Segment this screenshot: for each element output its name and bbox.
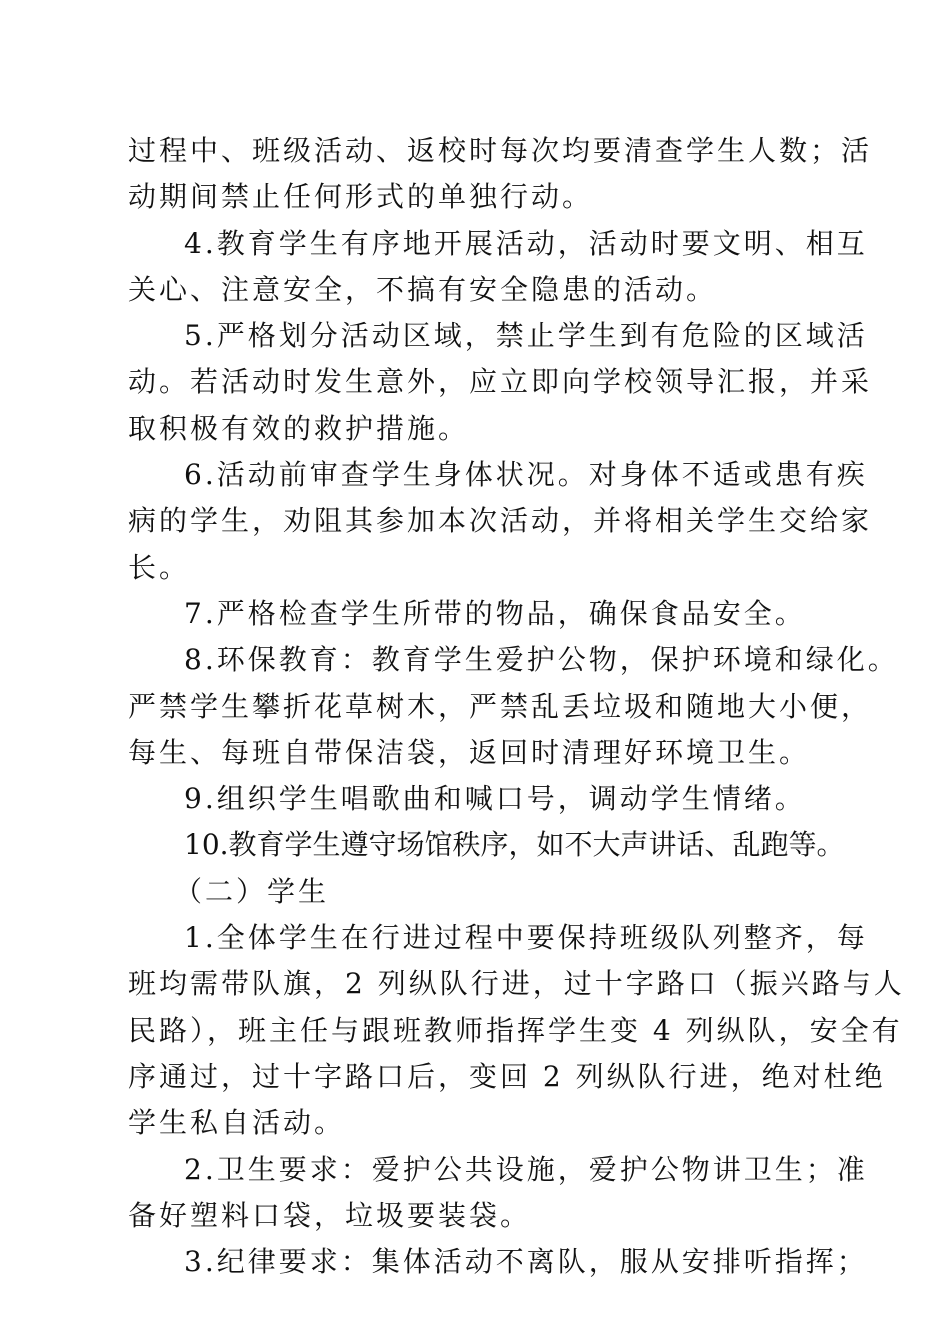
item-6-line: 6.活动前审查学生身体状况。对身体不适或患有疾 <box>184 458 868 492</box>
text-line: 班均需带队旗，2 列纵队行进，过十字路口（振兴路与人 <box>128 967 905 1001</box>
text-line: 动。若活动时发生意外，应立即向学校领导汇报，并采 <box>128 365 873 399</box>
item-10-line: 10.教育学生遵守场馆秩序，如不大声讲话、乱跑等。 <box>184 828 845 862</box>
item-2-line: 2.卫生要求：爱护公共设施，爱护公物讲卫生；准 <box>184 1152 868 1186</box>
text-line: 关心、注意安全，不搞有安全隐患的活动。 <box>128 272 718 306</box>
text-line: 过程中、班级活动、返校时每次均要清查学生人数；活 <box>128 134 873 167</box>
text-line: 动期间禁止任何形式的单独行动。 <box>128 180 594 214</box>
item-8-line: 8.环保教育：教育学生爱护公物，保护环境和绿化。 <box>184 643 899 677</box>
item-5-line: 5.严格划分活动区域，禁止学生到有危险的区域活 <box>184 319 868 353</box>
text-line: 严禁学生攀折花草树木，严禁乱丢垃圾和随地大小便， <box>128 689 873 723</box>
text-line: 序通过，过十字路口后，变回 2 列纵队行进，绝对杜绝 <box>128 1059 886 1093</box>
item-3-line: 3.纪律要求：集体活动不离队，服从安排听指挥； <box>184 1245 868 1279</box>
text-line: 取积极有效的救护措施。 <box>128 411 470 445</box>
text-line: 民路），班主任与跟班教师指挥学生变 4 列纵队，安全有 <box>128 1013 903 1047</box>
text-line: 备好塑料口袋，垃圾要装袋。 <box>128 1198 532 1232</box>
text-line: 学生私自活动。 <box>128 1106 346 1140</box>
item-4-line: 4.教育学生有序地开展活动，活动时要文明、相互 <box>184 226 868 260</box>
item-9-line: 9.组织学生唱歌曲和喊口号，调动学生情绪。 <box>184 782 806 816</box>
item-7-line: 7.严格检查学生所带的物品，确保食品安全。 <box>184 596 806 630</box>
text-line: 长。 <box>128 550 191 584</box>
text-line: 病的学生，劝阻其参加本次活动，并将相关学生交给家 <box>128 504 873 538</box>
item-1-line: 1.全体学生在行进过程中要保持班级队列整齐，每 <box>184 921 868 955</box>
document-body <box>128 128 905 1285</box>
text-line: 每生、每班自带保洁袋，返回时清理好环境卫生。 <box>128 735 811 769</box>
section-heading-students: （二）学生 <box>174 874 330 908</box>
